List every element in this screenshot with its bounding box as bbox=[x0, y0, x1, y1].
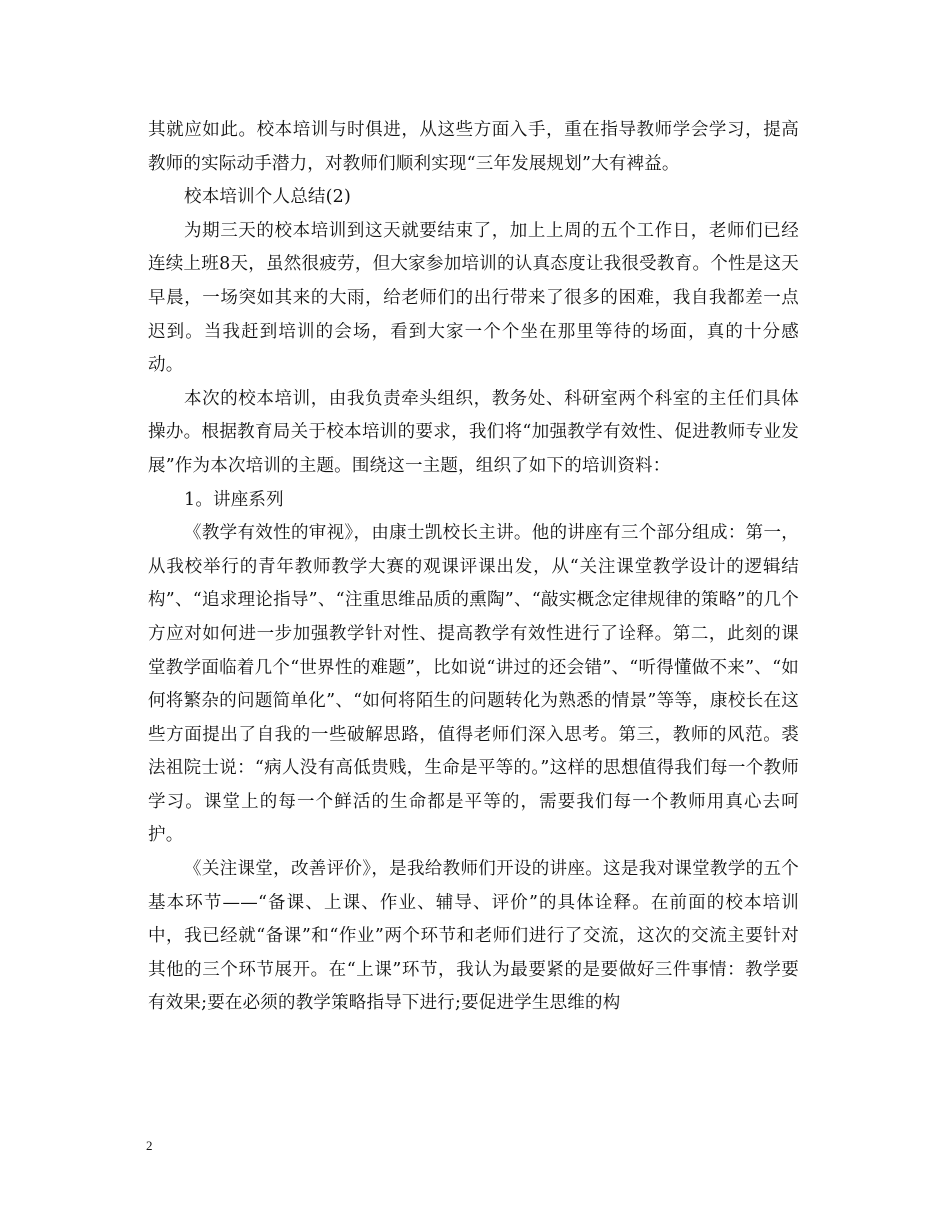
page-number: 2 bbox=[146, 1138, 153, 1153]
paragraph-intro: 为期三天的校本培训到这天就要结束了，加上上周的五个工作日，老师们已经连续上班8天，虽然很疲劳，但大家参加培训的认真态度让我很受教育。个性是这天早晨，一场突如其来的大雨，给老师们的出行带来了很多的困难，我自我都差一点迟到。当我赶到培训的会场，看到大家一个个坐在那里等待的场面，真的十分感动。 bbox=[148, 220, 799, 376]
paragraph-continuation: 其就应如此。校本培训与时俱进，从这些方面入手，重在指导教师学会学习，提高教师的实际动手潜力，对教师们顺利实现“三年发展规划”大有裨益。 bbox=[148, 120, 799, 174]
paragraph-organization: 本次的校本培训，由我负责牵头组织，教务处、科研室两个科室的主任们具体操办。根据教育局关于校本培训的要求，我们将“加强教学有效性、促进教师专业发展”作为本次培训的主题。围绕这一主题，组织了如下的培训资料： bbox=[148, 388, 799, 476]
paragraph-lecture-two: 《关注课堂，改善评价》，是我给教师们开设的讲座。这是我对课堂教学的五个基本环节——“备课、上课、作业、辅导、评价”的具体诠释。在前面的校本培训中，我已经就“备课”和“作业”两个环节和老师们进行了交流，这次的交流主要针对其他的三个环节展开。在“上课”环节，我认为最要紧的是要做好三件事情：教学要有效果;要在必须的教学策略指导下进行;要促进学生思维的构 bbox=[148, 859, 799, 1014]
document-page bbox=[148, 114, 799, 1021]
section-heading: 校本培训个人总结(2) bbox=[184, 187, 351, 208]
paragraph-lecture-one: 《教学有效性的审视》，由康士凯校长主讲。他的讲座有三个部分组成：第一，从我校举行的青年教师教学大赛的观课评课出发，从“关注课堂教学设计的逻辑结构”、“追求理论指导”、“注重思维品质的熏陶”、“敲实概念定律规律的策略”的几个方应对如何进一步加强教学针对性、提高教学有效性进行了诠释。第二，此刻的课堂教学面临着几个“世界性的难题”，比如说“讲过的还会错”、“听得懂做不来”、“如何将繁杂的问题简单化”、“如何将陌生的问题转化为熟悉的情景”等等，康校长在这些方面提出了自我的一些破解思路，值得老师们深入思考。第三，教师的风范。裘法祖院士说：“病人没有高低贵贱，生命是平等的。”这样的思想值得我们每一个教师学习。课堂上的每一个鲜活的生命都是平等的，需要我们每一个教师用真心去呵护。 bbox=[148, 523, 799, 846]
list-heading-lectures: 1。讲座系列 bbox=[184, 489, 284, 510]
